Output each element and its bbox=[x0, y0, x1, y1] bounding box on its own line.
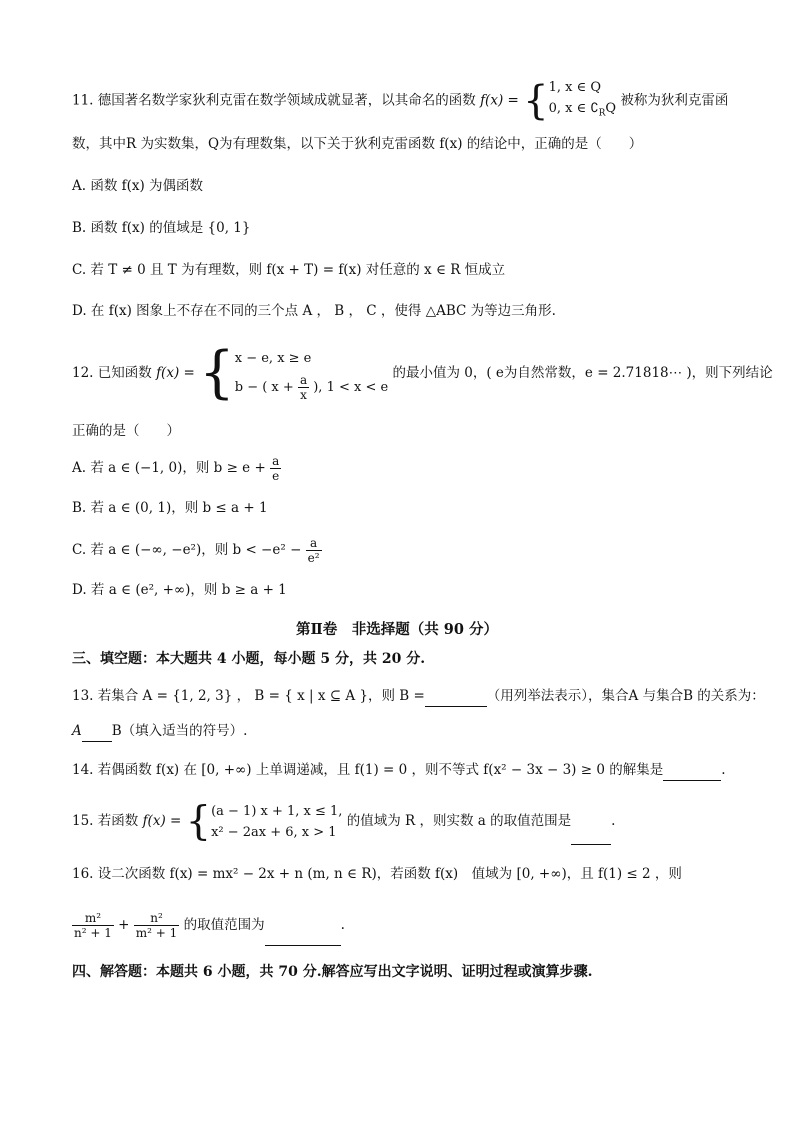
q12-a-den: e bbox=[272, 469, 280, 483]
q11-cases bbox=[549, 77, 616, 125]
q15-line bbox=[72, 798, 724, 844]
q16-end: . bbox=[340, 917, 345, 933]
q12-a-num: a bbox=[272, 454, 280, 468]
q12-option-d: D. 若 a ∈ (e², +∞)，则 b ≥ a + 1 bbox=[72, 582, 287, 598]
q16-plus: + bbox=[118, 917, 130, 933]
q15-blank bbox=[571, 798, 611, 845]
q12-c-num: a bbox=[306, 536, 322, 551]
section3-heading: 三、填空题：本大题共 4 小题，每小题 5 分，共 20 分. bbox=[72, 651, 426, 667]
q11-function: f(x) = bbox=[480, 92, 519, 109]
q14-end: . bbox=[721, 762, 726, 778]
q16-frac2-den: m² + 1 bbox=[135, 926, 178, 940]
q12-case1: x − e, x ≥ e bbox=[234, 351, 312, 366]
q12-tail: 的最小值为 0，( e为自然常数，e = 2.71818⋯ )，则下列结论 bbox=[392, 365, 773, 381]
q12-cases bbox=[235, 345, 388, 402]
q16-line1: 16. 设二次函数 f(x) = mx² − 2x + n (m, n ∈ R)，若函数 f(x) 值域为 [0, +∞)，且 f(1) ≤ 2 ，则 bbox=[72, 866, 682, 882]
q11-case2-sub: R bbox=[598, 108, 606, 119]
q11-option-d: D. 在 f(x) 图象上不存在不同的三个点 A ， B ， C ，使得 △ABC 为等边三角形. bbox=[72, 303, 556, 319]
q12-case2-den: x bbox=[300, 388, 307, 402]
q16-blank bbox=[265, 905, 341, 946]
q12-option-a-text: A. 若 a ∈ (−1, 0)，则 b ≥ e + bbox=[72, 460, 266, 476]
q12-option-a bbox=[72, 452, 724, 484]
q13-tail: （用列举法表示），集合A 与集合B 的关系为： bbox=[486, 688, 765, 704]
q11-option-a: A. 函数 f(x) 为偶函数 bbox=[72, 178, 204, 194]
q15-lead: 15. 若函数 bbox=[72, 813, 139, 829]
q14-text: 14. 若偶函数 f(x) 在 [0, +∞) 上单调递减，且 f(1) = 0 ，则不等式 f(x² − 3x − 3) ≥ 0 的解集是 bbox=[72, 762, 664, 778]
q12-option-b: B. 若 a ∈ (0, 1)，则 b ≤ a + 1 bbox=[72, 500, 268, 516]
q12-case2-num: a bbox=[299, 373, 308, 387]
q11-lead: 11. 德国著名数学家狄利克雷在数学领域成就显著，以其命名的函数 bbox=[72, 92, 476, 109]
q16-frac2-num: n² bbox=[134, 911, 180, 926]
q11-case2-end: Q bbox=[605, 101, 617, 116]
q12-function: f(x) = bbox=[156, 365, 195, 381]
q11-case1: 1, x ∈ Q bbox=[548, 80, 601, 95]
q13-line1 bbox=[72, 686, 765, 707]
q14-line bbox=[72, 760, 724, 781]
q13-text: 13. 若集合 A = {1, 2, 3} ， B = { x | x ⊆ A }，则 B = bbox=[72, 688, 425, 704]
q16-frac1-den: n² + 1 bbox=[74, 926, 112, 940]
q12-case2a: b − ( x + bbox=[234, 380, 294, 395]
q12-option-c-text: C. 若 a ∈ (−∞, −e²)，则 b < −e² − bbox=[72, 542, 302, 558]
q11-option-c: C. 若 T ≠ 0 且 T 为有理数，则 f(x + T) = f(x) 对任意的 x ∈ R 恒成立 bbox=[72, 262, 506, 278]
q16-line2 bbox=[72, 905, 724, 945]
q12-brace: { bbox=[199, 340, 235, 406]
q11-stem-line1 bbox=[72, 77, 729, 124]
q12-lead: 12. 已知函数 bbox=[72, 365, 152, 381]
part2-title: 第Ⅱ卷 非选择题（共 90 分） bbox=[296, 621, 498, 638]
q13-line2-tail: B（填入适当的符号）. bbox=[111, 723, 248, 739]
q15-case1: (a − 1) x + 1, x ≤ 1, bbox=[211, 803, 343, 819]
q13-blank1 bbox=[425, 686, 487, 707]
q12-stem-line2: 正确的是（ ） bbox=[72, 423, 180, 439]
q12-case2b: ), 1 < x < e bbox=[313, 380, 389, 395]
q15-end: . bbox=[611, 813, 616, 829]
q16-frac1-num: m² bbox=[72, 911, 114, 926]
q11-brace: { bbox=[523, 77, 549, 124]
q11-stem-line2: 数，其中R 为实数集，Q为有理数集，以下关于狄利克雷函数 f(x) 的结论中，正确的是（ ） bbox=[72, 136, 643, 152]
section4-heading: 四、解答题：本题共 6 小题，共 70 分.解答应写出文字说明、证明过程或演算步骤. bbox=[72, 964, 593, 980]
q15-tail: 的值域为 R ，则实数 a 的取值范围是 bbox=[346, 813, 572, 829]
q14-blank bbox=[663, 760, 721, 781]
q11-tail: 被称为狄利克雷函 bbox=[620, 92, 729, 109]
q13-blank2 bbox=[82, 721, 112, 742]
q12-option-c bbox=[72, 533, 724, 567]
q12-stem-line1 bbox=[72, 340, 773, 406]
q15-cases bbox=[211, 801, 342, 843]
q12-c-den: e² bbox=[307, 551, 320, 565]
q15-function: f(x) = bbox=[142, 813, 182, 829]
q15-case2: x² − 2ax + 6, x > 1 bbox=[211, 824, 337, 840]
q11-case2: 0, x ∈ ∁ bbox=[548, 101, 599, 116]
q15-brace: { bbox=[185, 798, 212, 845]
q13-line2 bbox=[72, 721, 724, 742]
q13-set-a: A bbox=[72, 723, 82, 739]
q11-option-b: B. 函数 f(x) 的值域是 {0, 1} bbox=[72, 220, 251, 236]
q16-tail: 的取值范围为 bbox=[183, 917, 265, 933]
